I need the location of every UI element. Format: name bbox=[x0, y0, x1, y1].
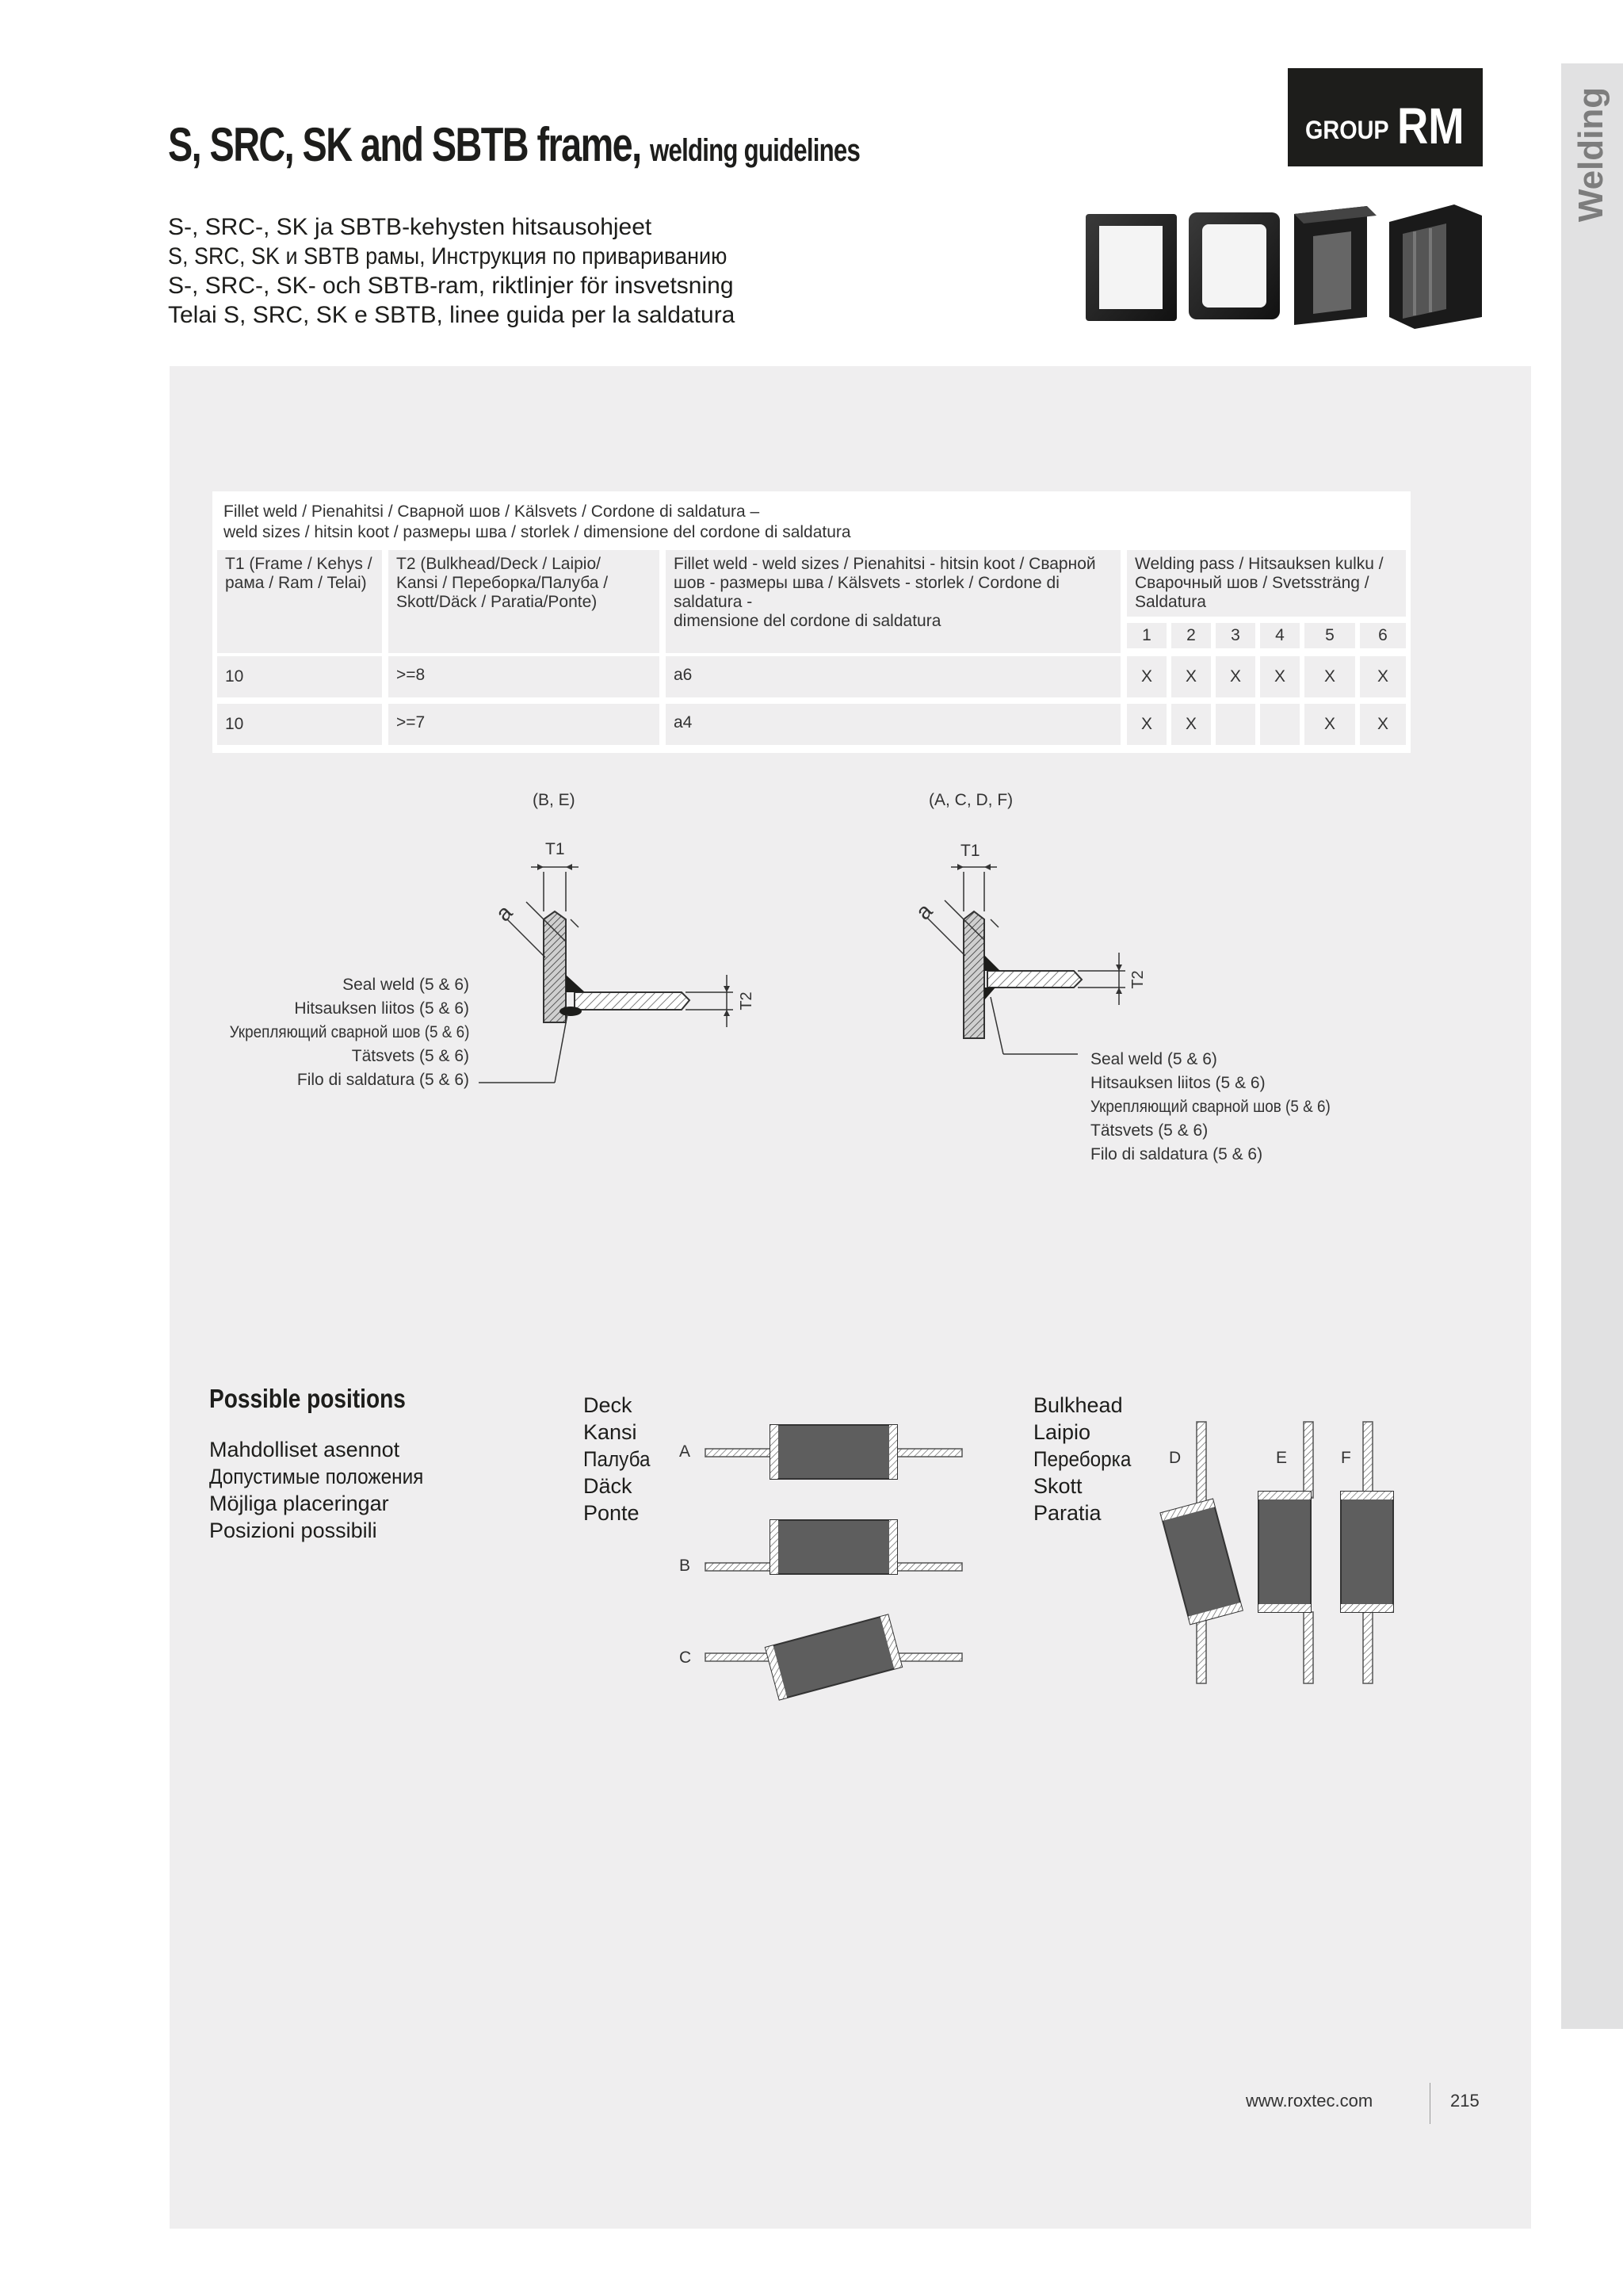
pass-cell: X bbox=[1360, 704, 1406, 745]
subtitle-ru: S, SRC, SK и SBTB рамы, Инструкция по привариванию bbox=[168, 243, 727, 269]
svg-text:T2: T2 bbox=[738, 991, 755, 1010]
table-cell: >=8 bbox=[388, 656, 659, 697]
position-label-a: A bbox=[679, 1442, 691, 1461]
table-cell: >=7 bbox=[388, 704, 659, 745]
svg-text:a: a bbox=[491, 900, 517, 926]
group-code: RM bbox=[1397, 97, 1465, 155]
page-number: 215 bbox=[1450, 2091, 1480, 2111]
subtitle-fi: S-, SRC-, SK ja SBTB-kehysten hitsausohjeet bbox=[168, 214, 652, 240]
table-cell: a4 bbox=[666, 704, 1121, 745]
weld-size-table bbox=[212, 491, 1411, 753]
pass-cell bbox=[1260, 704, 1300, 745]
page-title bbox=[168, 117, 860, 172]
subtitle-sv: S-, SRC-, SK- och SBTB-ram, riktlinjer för insvetsning bbox=[168, 273, 734, 299]
footer-url[interactable]: www.roxtec.com bbox=[1246, 2091, 1373, 2111]
bulkhead-labels: Bulkhead Laipio Переборка Skott Paratia bbox=[1033, 1393, 1132, 1525]
frames-photo bbox=[1082, 198, 1486, 329]
pass-cell: X bbox=[1127, 704, 1167, 745]
pass-number: 6 bbox=[1360, 623, 1406, 648]
pass-cell bbox=[1216, 704, 1255, 745]
pass-cell: X bbox=[1171, 704, 1211, 745]
position-label-f: F bbox=[1341, 1449, 1351, 1467]
diagram-right-t1-label: T1 bbox=[960, 842, 980, 860]
table-caption-line2: weld sizes / hitsin koot / размеры шва / storlek / dimensione del cordone di saldatura bbox=[223, 523, 851, 541]
group-badge bbox=[1288, 68, 1483, 166]
header-t1: T1 (Frame / Kehys / рама / Ram / Telai) bbox=[217, 550, 382, 653]
section-tab-label: Welding bbox=[1571, 86, 1610, 223]
deck-positions-drawing bbox=[697, 1411, 967, 1712]
pass-number: 4 bbox=[1260, 623, 1300, 648]
header-welding-pass: Welding pass / Hitsauksen kulku / Сварочный шов / Svetssträng / Saldatura bbox=[1127, 550, 1406, 617]
pass-cell: X bbox=[1127, 656, 1167, 697]
weld-diagram-right bbox=[896, 856, 1228, 1070]
group-label: GROUP bbox=[1305, 116, 1389, 144]
table-cell: 10 bbox=[217, 656, 382, 697]
table-cell: a6 bbox=[666, 656, 1121, 697]
diagram-right-caption: (A, C, D, F) bbox=[929, 791, 1014, 809]
diagram-left-caption: (B, E) bbox=[533, 791, 575, 809]
position-label-b: B bbox=[679, 1557, 691, 1575]
positions-title: Possible positions bbox=[209, 1384, 406, 1413]
header-fillet-weld: Fillet weld - weld sizes / Pienahitsi - hitsin koot / Сварной шов - размеры шва / Kälsvets - storlek / Cordone di saldatura - dimensione del cordone di saldatura bbox=[666, 550, 1121, 653]
side-band bbox=[1561, 63, 1623, 2029]
table-cell: 10 bbox=[217, 704, 382, 745]
pass-cell: X bbox=[1216, 656, 1255, 697]
svg-text:T2: T2 bbox=[1129, 970, 1147, 989]
position-label-d: D bbox=[1169, 1449, 1182, 1467]
table-caption-line1: Fillet weld / Pienahitsi / Сварной шов / Kälsvets / Cordone di saldatura – bbox=[223, 502, 760, 521]
position-label-e: E bbox=[1276, 1449, 1288, 1467]
pass-number: 5 bbox=[1304, 623, 1355, 648]
positions-translations: Mahdolliset asennot Допустимые положения Möjliga placeringar Posizioni possibili bbox=[209, 1438, 424, 1542]
bulkhead-positions-drawing bbox=[1141, 1419, 1403, 1688]
title-translations bbox=[168, 212, 789, 330]
pass-number: 3 bbox=[1216, 623, 1255, 648]
title-main-text: S, SRC, SK and SBTB frame, bbox=[168, 118, 641, 171]
pass-cell: X bbox=[1260, 656, 1300, 697]
deck-labels: Deck Kansi Палуба Däck Ponte bbox=[583, 1393, 651, 1525]
pass-cell: X bbox=[1304, 656, 1355, 697]
pass-number: 1 bbox=[1127, 623, 1167, 648]
header-t2: T2 (Bulkhead/Deck / Laipio/ Kansi / Переборка/Палуба / Skott/Däck / Paratia/Ponte) bbox=[388, 550, 659, 653]
pass-cell: X bbox=[1360, 656, 1406, 697]
position-label-c: C bbox=[679, 1648, 692, 1667]
pass-cell: X bbox=[1171, 656, 1211, 697]
pass-number: 2 bbox=[1171, 623, 1211, 648]
diagram-left-seal-labels: Seal weld (5 & 6) Hitsauksen liitos (5 & 6) Укрепляющий сварной шов (5 & 6) Tätsvets (5 & 6) Filo di saldatura (5 & 6) bbox=[229, 976, 469, 1089]
subtitle-it: Telai S, SRC, SK e SBTB, linee guida per la saldatura bbox=[168, 302, 735, 328]
title-sub-text: welding guidelines bbox=[650, 133, 861, 168]
svg-text:a: a bbox=[911, 898, 938, 925]
weld-diagram-left bbox=[460, 856, 792, 1094]
diagram-right-seal-labels: Seal weld (5 & 6) Hitsauksen liitos (5 & 6) Укрепляющий сварной шов (5 & 6) Tätsvets (5 & 6) Filo di saldatura (5 & 6) bbox=[1090, 1050, 1331, 1163]
pass-cell: X bbox=[1304, 704, 1355, 745]
diagram-left-t1-label: T1 bbox=[545, 840, 565, 858]
